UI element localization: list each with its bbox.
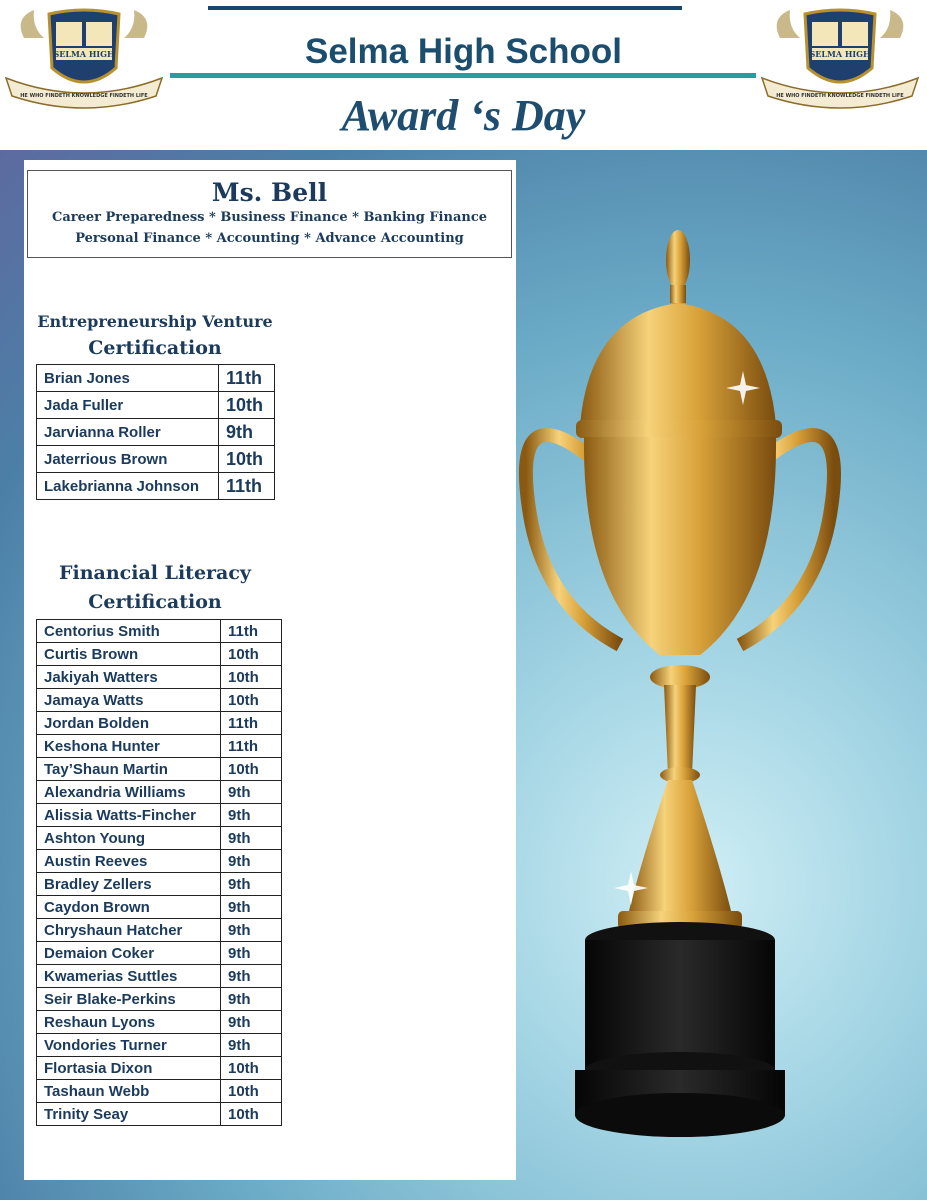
- student-grade: 11th: [219, 365, 275, 392]
- student-grade: 9th: [221, 873, 282, 896]
- student-name: Austin Reeves: [37, 850, 221, 873]
- student-grade: 9th: [221, 850, 282, 873]
- student-name: Alissia Watts-Fincher: [37, 804, 221, 827]
- teacher-box: [27, 170, 512, 258]
- crest-motto-right: HE WHO FINDETH KNOWLEDGE FINDETH LIFE: [776, 93, 904, 99]
- table-row: [37, 873, 282, 896]
- student-grade: 10th: [221, 758, 282, 781]
- trophy-image: [500, 215, 860, 1200]
- table-row: [37, 446, 275, 473]
- student-name: Jarvianna Roller: [37, 419, 219, 446]
- section-subtitle-financial-literacy: Certification: [88, 591, 222, 613]
- table-row: [37, 758, 282, 781]
- student-name: Jaterrious Brown: [37, 446, 219, 473]
- crest-motto-left: HE WHO FINDETH KNOWLEDGE FINDETH LIFE: [20, 93, 148, 99]
- student-name: Jakiyah Watters: [37, 666, 221, 689]
- student-name: Alexandria Williams: [37, 781, 221, 804]
- student-name: Kwamerias Suttles: [37, 965, 221, 988]
- student-name: Curtis Brown: [37, 643, 221, 666]
- student-grade: 9th: [221, 804, 282, 827]
- student-grade: 10th: [221, 666, 282, 689]
- student-name: Jamaya Watts: [37, 689, 221, 712]
- table-row: [37, 1103, 282, 1126]
- student-name: Demaion Coker: [37, 942, 221, 965]
- student-name: Jordan Bolden: [37, 712, 221, 735]
- section-title-entrepreneurship: Entrepreneurship Venture: [37, 312, 273, 331]
- table-row: [37, 365, 275, 392]
- top-rule: [208, 6, 682, 10]
- table-row: [37, 988, 282, 1011]
- table-row: [37, 804, 282, 827]
- table-row: [37, 1034, 282, 1057]
- student-grade: 9th: [221, 988, 282, 1011]
- table-row: [37, 850, 282, 873]
- table-row: [37, 1080, 282, 1103]
- student-grade: 9th: [221, 781, 282, 804]
- financial-literacy-table: [36, 619, 282, 1126]
- student-grade: 10th: [221, 643, 282, 666]
- student-name: Centorius Smith: [37, 620, 221, 643]
- table-row: [37, 643, 282, 666]
- section-subtitle-entrepreneurship: Certification: [88, 337, 222, 359]
- table-row: [37, 781, 282, 804]
- student-name: Vondories Turner: [37, 1034, 221, 1057]
- student-grade: 10th: [219, 392, 275, 419]
- student-name: Flortasia Dixon: [37, 1057, 221, 1080]
- student-name: Jada Fuller: [37, 392, 219, 419]
- student-grade: 10th: [221, 1103, 282, 1126]
- table-row: [37, 620, 282, 643]
- table-row: [37, 942, 282, 965]
- student-grade: 9th: [221, 942, 282, 965]
- student-grade: 9th: [221, 896, 282, 919]
- table-row: [37, 919, 282, 942]
- crest-text-right: SELMA HIGH: [809, 49, 871, 59]
- table-row: [37, 473, 275, 500]
- student-grade: 10th: [219, 446, 275, 473]
- student-name: Caydon Brown: [37, 896, 221, 919]
- student-grade: 9th: [221, 827, 282, 850]
- student-grade: 10th: [221, 689, 282, 712]
- student-grade: 11th: [219, 473, 275, 500]
- student-name: Seir Blake-Perkins: [37, 988, 221, 1011]
- teacher-name: Ms. Bell: [211, 178, 328, 207]
- student-grade: 10th: [221, 1080, 282, 1103]
- crest-text-left: SELMA HIGH: [53, 49, 115, 59]
- courses-line-2: Personal Finance * Accounting * Advance Accounting: [75, 231, 464, 246]
- entrepreneurship-table: [36, 364, 275, 500]
- table-row: [37, 827, 282, 850]
- school-name: Selma High School: [305, 32, 622, 71]
- student-name: Bradley Zellers: [37, 873, 221, 896]
- student-name: Tashaun Webb: [37, 1080, 221, 1103]
- table-row: [37, 965, 282, 988]
- student-grade: 9th: [221, 1011, 282, 1034]
- student-name: Brian Jones: [37, 365, 219, 392]
- courses-line-1: Career Preparedness * Business Finance * Banking Finance: [51, 210, 488, 225]
- student-name: Trinity Seay: [37, 1103, 221, 1126]
- section-title-financial-literacy: Financial Literacy: [59, 562, 251, 584]
- school-crest-right: [760, 8, 920, 113]
- student-grade: 9th: [221, 1034, 282, 1057]
- student-name: Keshona Hunter: [37, 735, 221, 758]
- student-name: Lakebrianna Johnson: [37, 473, 219, 500]
- table-row: [37, 896, 282, 919]
- table-row: [37, 419, 275, 446]
- page-header: [0, 0, 927, 150]
- student-name: Chryshaun Hatcher: [37, 919, 221, 942]
- table-row: [37, 1011, 282, 1034]
- student-grade: 9th: [219, 419, 275, 446]
- student-name: Ashton Young: [37, 827, 221, 850]
- student-grade: 11th: [221, 712, 282, 735]
- student-name: Tay’Shaun Martin: [37, 758, 221, 781]
- student-name: Reshaun Lyons: [37, 1011, 221, 1034]
- table-row: [37, 689, 282, 712]
- teal-rule: [170, 73, 756, 78]
- student-grade: 9th: [221, 965, 282, 988]
- event-name: Award ‘s Day: [341, 91, 586, 140]
- student-grade: 9th: [221, 919, 282, 942]
- student-grade: 11th: [221, 735, 282, 758]
- table-row: [37, 392, 275, 419]
- table-row: [37, 712, 282, 735]
- table-row: [37, 666, 282, 689]
- table-row: [37, 1057, 282, 1080]
- table-row: [37, 735, 282, 758]
- student-grade: 11th: [221, 620, 282, 643]
- student-grade: 10th: [221, 1057, 282, 1080]
